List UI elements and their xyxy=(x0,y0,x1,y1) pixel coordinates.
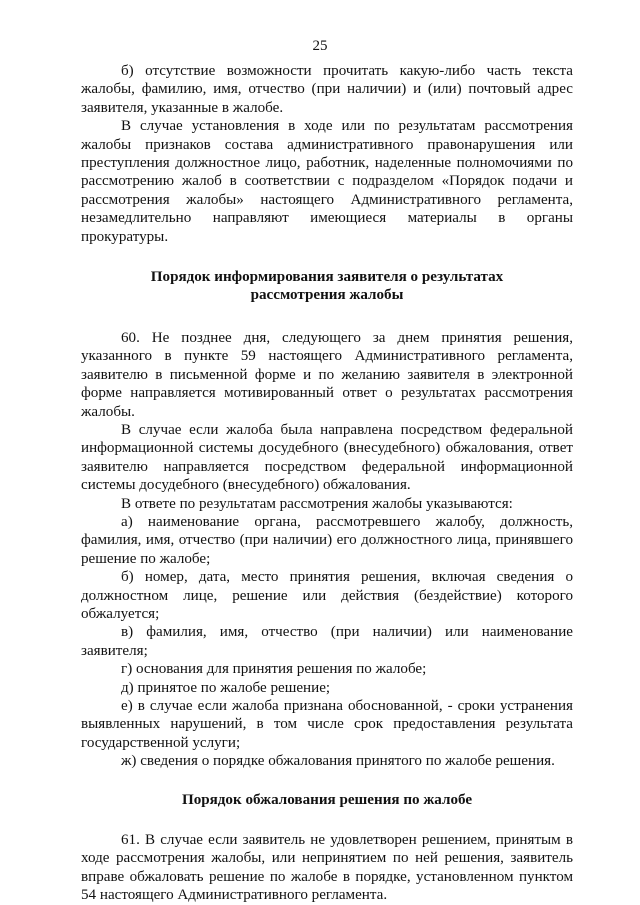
paragraph-61: 61. В случае если заявитель не удовлетворен решением, принятым в ходе рассмотрения жалобы, или непринятием по ней решения, заявитель вправе обжаловать решение по жалобе в порядке, установленном пунктом 54 настоящего Административного регламента. xyxy=(81,832,573,904)
paragraph-60: 60. Не позднее дня, следующего за днем принятия решения, указанного в пункте 59 настоящего Административного регламента, заявителю в письменной форме и по желанию заявителя в электронной форме направляется мотивированный ответ о результатах рассмотрения жалобы. xyxy=(81,329,573,420)
list-item-e: е) в случае если жалоба признана обоснованной, - сроки устранения выявленных нарушений, в том числе срок предоставления результата государственной услуги; xyxy=(81,698,573,751)
paragraph-prosecution: В случае установления в ходе или по результатам рассмотрения жалобы признаков состава административного правонарушения или преступления должностное лицо, работник, наделенные полномочиями по рассмотрению жалоб в соответствии с подразделом «Порядок подачи и рассмотрения жалобы» настоящего Административного регламента, незамедлительно направляют имеющиеся материалы в органы прокуратуры. xyxy=(81,118,573,245)
paragraph-federal-system: В случае если жалоба была направлена посредством федеральной информационной системы досудебного (внесудебного) обжалования, ответ заявителю направляется посредством федеральной информационной системы досудебного (внесудебного) обжалования. xyxy=(81,421,573,494)
list-item-a: а) наименование органа, рассмотревшего жалобу, должность, фамилия, имя, отчество (при наличии) его должностного лица, принявшего решение по жалобе; xyxy=(81,513,573,567)
paragraph-answer-intro: В ответе по результатам рассмотрения жалобы указываются: xyxy=(121,495,513,512)
list-item-v: в) фамилия, имя, отчество (при наличии) или наименование заявителя; xyxy=(81,624,573,659)
page-number: 25 xyxy=(312,38,328,54)
document-body xyxy=(81,62,573,905)
paragraph-item-b-continued: б) отсутствие возможности прочитать какую-либо часть текста жалобы, фамилию, имя, отчество (при наличии) и (или) почтовый адрес заявителя, указанные в жалобе. xyxy=(81,63,573,116)
list-item-g: г) основания для принятия решения по жалобе; xyxy=(121,661,427,678)
section-heading-inform: Порядок информирования заявителя о результатах рассмотрения жалобы xyxy=(150,269,504,304)
list-item-zh: ж) сведения о порядке обжалования принятого по жалобе решения. xyxy=(121,753,555,770)
section-heading-appeal: Порядок обжалования решения по жалобе xyxy=(181,791,473,808)
list-item-d: д) принятое по жалобе решение; xyxy=(121,679,331,696)
answer-content-list xyxy=(81,513,573,771)
list-item-b: б) номер, дата, место принятия решения, включая сведения о должностном лице, решение или действия (бездействие) которого обжалуется; xyxy=(81,569,573,622)
